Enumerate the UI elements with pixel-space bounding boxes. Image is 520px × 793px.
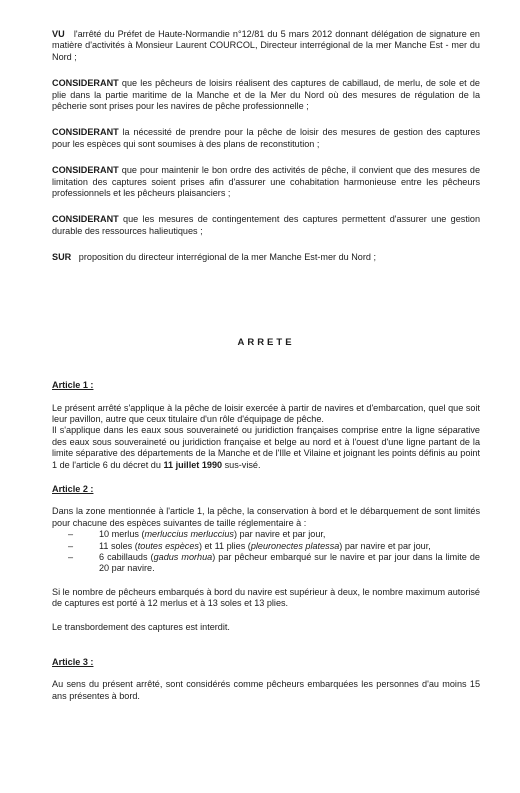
text-run: ) par pêcheur embarqué sur le navire et par jour dans la limite de 20 par navire. (99, 551, 480, 574)
article-heading: Article 3 : (52, 657, 94, 667)
text-run: ) par navire et par jour, (233, 529, 326, 540)
article-paragraph: Si le nombre de pêcheurs embarqués à bord du navire est supérieur à deux, le nombre maximum autorisé de captures est porté à 12 merlus et à 13 soles et 13 plies. (52, 586, 480, 609)
considerant-vu (52, 29, 480, 63)
considerant-2 (52, 127, 480, 150)
considerant-1 (52, 78, 480, 112)
list-item (52, 552, 480, 575)
considerant-text: la nécessité de prendre pour la pêche de loisir des mesures de gestion des captures pour les espèces qui sont soumises à des plans de reconstitution ; (52, 127, 481, 149)
date-text: 11 juillet 1990 (163, 459, 223, 470)
considerant-text: l'arrêté du Préfet de Haute-Normandie n°12/81 du 5 mars 2012 donnant délégation de signature en matière d'activités à Monsieur Laurent COURCOL, Directeur interrégional de la mer Manche Est - mer du Nord ; (52, 29, 480, 62)
text-run: 10 merlus ( (99, 529, 145, 540)
species-name: pleuronectes platessa (250, 540, 340, 551)
considerant-4 (52, 214, 480, 237)
considerant-3 (52, 165, 480, 199)
considerant-text: que pour maintenir le bon ordre des activités de pêche, il convient que des mesures de limitation des captures soient prises afin d'assurer une cohabitation harmonieuse entre les pêcheurs professionnels et les pêcheurs plaisanciers ; (52, 165, 481, 199)
article-3 (52, 657, 480, 702)
species-name: toutes espèces (137, 540, 199, 551)
article-paragraph: Dans la zone mentionnée à l'article 1, la pêche, la conservation à bord et le débarquement de sont limités pour chacune des espèces suivantes de taille réglementaire à : (52, 506, 480, 528)
considerant-sur (52, 252, 480, 263)
list-item (52, 529, 480, 540)
keyword: CONSIDERANT (52, 214, 119, 225)
considerant-text: proposition du directeur interrégional de la mer Manche Est-mer du Nord ; (78, 252, 377, 263)
dash-bullet: – (68, 540, 74, 551)
text-run: Il s'applique dans les eaux sous souveraineté ou juridiction françaises comprise entre la ligne séparative des eaux sous souveraineté ou juridiction française et belge au nord et à l'ouest d'une ligne partant de la limite séparative des départements de la Manche et de l'Ille et Vilaine et joignant les points définis au point 1 de l'article 6 du décret du (52, 425, 480, 470)
text-run: ) par navire et par jour, (339, 540, 431, 551)
list-item (52, 541, 480, 552)
keyword: VU (52, 29, 65, 39)
keyword: CONSIDERANT (52, 127, 119, 138)
species-list (52, 529, 480, 575)
decree-title: ARRETE (237, 336, 295, 348)
text-run: 11 soles ( (99, 540, 138, 551)
text-run: sus-visé. (222, 459, 261, 470)
keyword: CONSIDERANT (52, 78, 119, 89)
dash-bullet: – (68, 551, 74, 562)
article-2 (52, 484, 480, 633)
article-heading: Article 2 : (52, 483, 94, 494)
text-run: 6 cabillauds ( (99, 551, 154, 562)
species-name: merluccius merluccius (144, 529, 234, 540)
keyword: CONSIDERANT (52, 165, 119, 176)
article-paragraph: Le transbordement des captures est interdit. (52, 621, 230, 632)
dash-bullet: – (68, 529, 74, 540)
considerant-text: que les mesures de contingentement des captures permettent d'assurer une gestion durable des ressources halieutiques ; (52, 214, 480, 236)
article-heading: Article 1 : (52, 380, 94, 391)
article-1 (52, 380, 480, 471)
species-name: gadus morhua (153, 551, 213, 562)
keyword: SUR (52, 252, 72, 263)
article-paragraph (52, 425, 480, 471)
article-paragraph: Au sens du présent arrêté, sont considérés comme pêcheurs embarquées les personnes d'au moins 15 ans présentes à bord. (52, 679, 480, 701)
text-run: ) et 11 plies ( (198, 540, 251, 551)
article-paragraph: Le présent arrêté s'applique à la pêche de loisir exercée à partir de navires et d'embarcation, quel que soit leur pavillon, autre que ceux titulaire d'un rôle d'équipage de pêche. (52, 402, 480, 424)
considerant-text: que les pêcheurs de loisirs réalisent des captures de cabillaud, de merlu, de sole et de plie dans la partie maritime de la Manche et de la Mer du Nord où des mesures de régulation de la pêcherie sont prises pour les navires de pêche professionnelle ; (52, 78, 480, 112)
